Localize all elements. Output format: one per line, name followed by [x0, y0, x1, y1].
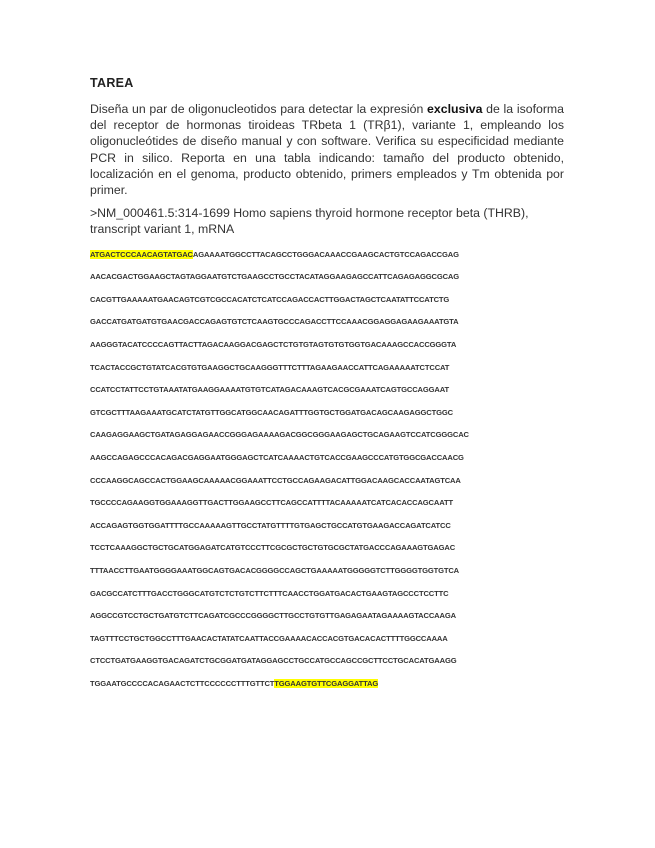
sequence-line: CAAGAGGAAGCTGATAGAGGAGAACCGGGAGAAAAGACGGCGGGAAGAGCTGCAGAAGTCCATCGGGCAC	[90, 430, 469, 440]
sequence-line: AACACGACTGGAAGCTAGTAGGAATGTCTGAAGCCTGCCTACATAGGAAGAGCCATTCAGAGAGGCGCAG	[90, 272, 460, 282]
document-page	[90, 76, 564, 702]
sequence-line: TAGTTTCCTGCTGGCCTTTGAACACTATATCAATTACCGAAAACACCACGTGACACACTTTTGGCCAAAA	[90, 633, 448, 643]
sequence-line: CACGTTGAAAAATGAACAGTCGTCGCCACATCTCATCCAGACCACTTGGACTAGCTCAATATTCCATCTG	[90, 294, 450, 304]
sequence-line-first-rest: AGAAAATGGCCTTACAGCCTGGGACAAACCGAAGCACTGTCCAGACCGAG	[192, 249, 459, 259]
reverse-primer-highlight: TGGAAGTGTTCGAGGATTAG	[274, 678, 379, 688]
sequence-line: CCCAAGGCAGCCACTGGAAGCAAAAACGGAAATTCCTGCCAGAAGACATTGGACAAGCACCAATAGTCAA	[90, 475, 461, 485]
task-description	[90, 101, 564, 198]
forward-primer-highlight: ATGACTCCCAACAGTATGAC	[90, 249, 193, 259]
sequence-line: GTCGCTTTAAGAAATGCATCTATGTTGGCATGGCAACAGATTTGGTGCTGGATGACAGCAAGAGGCTGGC	[90, 407, 453, 417]
sequence-line: AGGCCGTCCTGCTGATGTCTTCAGATCGCCCGGGGCTTGCCTGTGTTGAGAGAATAGAAAAGTACCAAGA	[90, 611, 456, 621]
task-text-bold: exclusiva	[427, 102, 483, 116]
sequence-line: CCATCCTATTCCTGTAAATATGAAGGAAAATGTGTCATAGACAAAGTCACGCGAAATCAGTGCCAGGAAT	[90, 385, 450, 395]
sequence-line: ACCAGAGTGGTGGATTTTGCCAAAAAGTTGCCTATGTTTTGTGAGCTGCCATGTGAAGACCAGATCATCC	[90, 520, 451, 530]
task-text-part1: Diseña un par de oligonucleotidos para detectar la expresión	[90, 102, 428, 116]
sequence-block	[90, 250, 564, 702]
sequence-line: TCACTACCGCTGTATCACGTGTGAAGGCTGCAAGGGTTTCTTTAGAAGAACCATTCAGAAAAATCTCCAT	[90, 362, 450, 372]
sequence-line: GACCATGATGATGTGAACGACCAGAGTGTCTCAAGTGCCCAGACCTTCCAAACGGAGGAGAAGAAATGTA	[90, 317, 459, 327]
sequence-line: CTCCTGATGAAGGTGACAGATCTGCGGATGATAGGAGCCTGCCATGCCAGCCGCTTCCTGCACATGAAGG	[90, 656, 457, 666]
task-text-part2: de la isoforma del receptor de hormonas tiroideas TRbeta 1 (TRβ1), variante 1, empleando los oligonucleótides de diseño manual y con software. Verifica su especificidad mediante PCR in silico. Reporta en una tabla indicando: tamaño del producto obtenido, localización en el genoma, producto obtenido, primers empleados y Tm obtenida por primer.	[90, 102, 565, 198]
sequence-line-last-start: TGGAATGCCCCACAGAACTCTTCCCCCCTTTGTTCT	[90, 678, 275, 688]
sequence-line: TCCTCAAAGGCTGCTGCATGGAGATCATGTCCCTTCGCGCTGCTGTGCGCTATGACCCAGAAAGTGAGAC	[90, 543, 456, 553]
sequence-line: TTTAACCTTGAATGGGGAAATGGCAGTGACACGGGGCCAGCTGAAAAATGGGGGTCTTGGGGTGGTGTCA	[90, 565, 460, 575]
sequence-line: GACGCCATCTTTGACCTGGGCATGTCTCTGTCTTCTTTCAACCTGGATGACACTGAAGTAGCCCTCCTTC	[90, 588, 449, 598]
sequence-line-first	[90, 250, 564, 273]
sequence-line: AAGGGTACATCCCCAGTTACTTAGACAAGGACGAGCTCTGTGTAGTGTGTGGTGACAAAGCCACCGGGTA	[90, 340, 457, 349]
sequence-header: >NM_000461.5:314-1699 Homo sapiens thyroid hormone receptor beta (THRB), transcript variant 1, mRNA	[90, 206, 529, 237]
sequence-line: AAGCCAGAGCCCACAGACGAGGAATGGGAGCTCATCAAAACTGTCACCGAAGCCCATGTGGCGACCAACG	[90, 452, 464, 462]
sequence-line: TGCCCCAGAAGGTGGAAAGGTTGACTTGGAAGCCTTCAGCCATTTTACAAAAATCATCACACCAGCAATT	[90, 498, 453, 508]
page-title: TAREA	[90, 76, 134, 90]
sequence-line-last	[90, 679, 564, 702]
